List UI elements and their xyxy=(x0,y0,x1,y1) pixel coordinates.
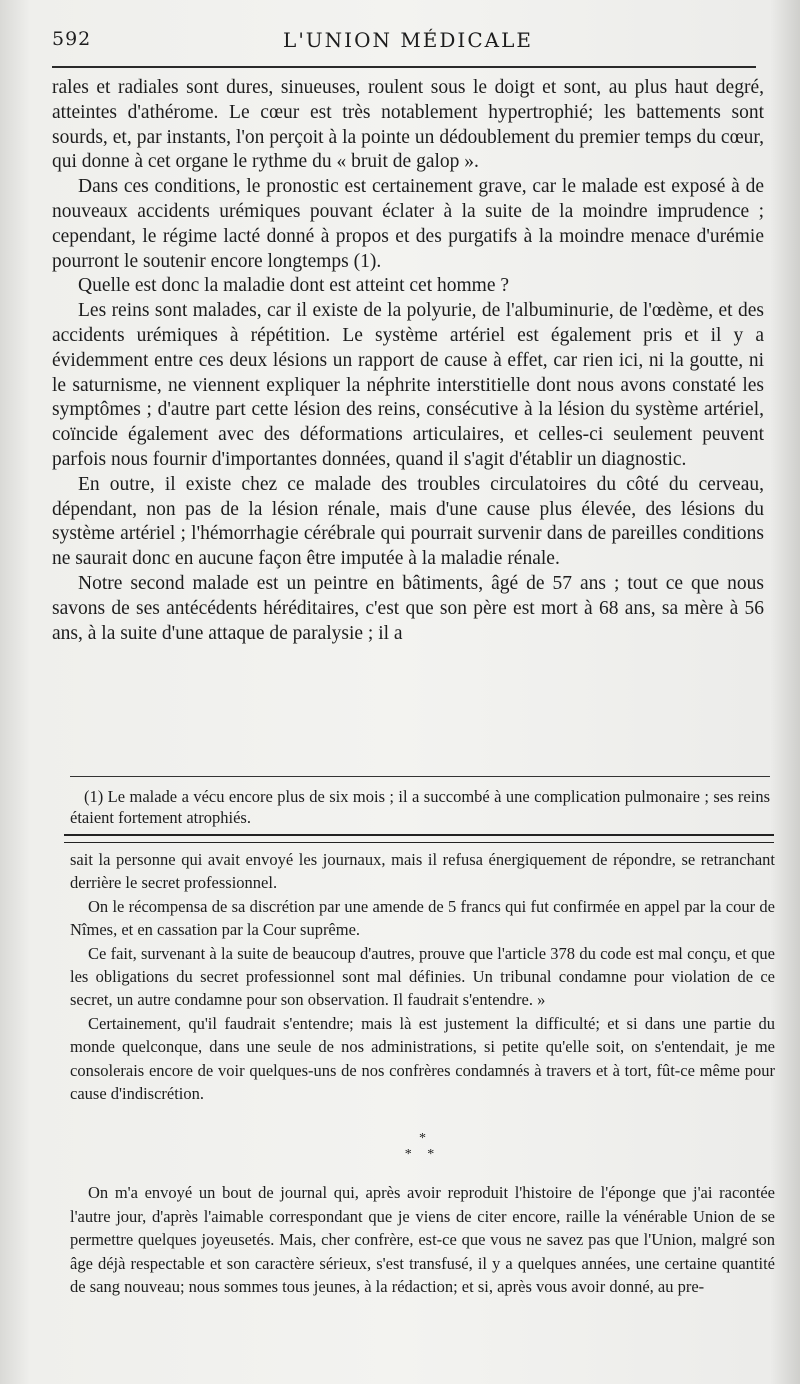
feuilleton-paragraph: On m'a envoyé un bout de journal qui, après avoir reproduit l'histoire de l'éponge que j'ai racontée l'autre jour, d'après l'aimable correspondant que je viens de citer encore, raille la vénérable Union de se permettre quelques joyeusetés. Mais, cher confrère, est-ce que vous ne savez pas que l'Union, malgré son âge déjà respectable et son caractère sérieux, s'est transfusé, il y a quelques années, une certaine quantité de sang nouveau; nous sommes tous jeunes, à la rédaction; et si, après vous avoir donné, au pre- xyxy=(70,1183,775,1297)
body-paragraph: En outre, il existe chez ce malade des troubles circulatoires du côté du cerveau, dépendant, non pas de la lésion rénale, mais d'une cause plus élevée, des lésions du système artériel ; l'hémorrhagie cérébrale qui pourrait survenir dans de pareilles conditions ne saurait donc en aucune façon être imputée à la maladie rénale. xyxy=(52,473,764,570)
body-paragraph: rales et radiales sont dures, sinueuses, roulent sous le doigt et sont, au plus haut degré, atteintes d'athérome. Le cœur est très notablement hypertrophié; les battements sont sourds, et, par instants, l'on perçoit à la pointe un dédoublement du premier temps du cœur, qui donne à cet organe le rythme du « bruit de galop ». xyxy=(52,77,764,173)
feuilleton-paragraph: Ce fait, survenant à la suite de beaucoup d'autres, prouve que l'article 378 du code est mal conçu, et que les obligations du secret professionnel sont mal définies. Un tribunal condamne pour violation de ce secret, un autre condamne pour son observation. Il faudrait s'entendre. » xyxy=(70,943,775,1010)
footnote-rule xyxy=(70,776,770,777)
main-text xyxy=(52,76,764,646)
feuilleton-paragraph: On le récompensa de sa discrétion par une amende de 5 francs qui fut confirmée en appel par la cour de Nîmes, et en cassation par la Cour suprême. xyxy=(70,896,775,940)
body-paragraph: Les reins sont malades, car il existe de la polyurie, de l'albuminurie, de l'œdème, et des accidents urémiques à répétition. Le système artériel est également pris et il y a évidemment entre ces deux lésions un rapport de cause à effet, car rien ici, ni la goutte, ni le saturnisme, ne viennent expliquer la néphrite interstitielle dont nous avons constaté les symptômes ; d'autre part cette lésion des reins, consécutive à la lésion du système artériel, coïncide également avec des déformations articulaires, et celles-ci seulement peuvent parfois nous fournir d'importantes données, quand il s'agit d'établir un diagnostic. xyxy=(52,300,764,470)
footnote xyxy=(70,786,770,828)
body-paragraph: Notre second malade est un peintre en bâtiments, âgé de 57 ans ; tout ce que nous savons de ses antécédents héréditaires, c'est que son père est mort à 68 ans, sa mère à 56 ans, à la suite d'une attaque de paralysie ; il a xyxy=(52,572,764,644)
feuilleton-paragraph: sait la personne qui avait envoyé les journaux, mais il refusa énergiquement de répondre, se retranchant derrière le secret professionnel. xyxy=(70,850,775,893)
body-paragraph: Dans ces conditions, le pronostic est certainement grave, car le malade est exposé à de nouveaux accidents urémiques pouvant éclater à la suite de la moindre imprudence ; cependant, le régime lacté donné à propos et des purgatifs à la moindre menace d'urémie pourront le soutenir encore longtemps (1). xyxy=(52,176,764,272)
asterism-top: * xyxy=(419,1131,426,1147)
running-title: L'UNION MÉDICALE xyxy=(283,28,533,52)
feuilleton-section xyxy=(70,848,775,1299)
header-rule xyxy=(52,66,756,68)
feuilleton-paragraph: Certainement, qu'il faudrait s'entendre; mais là est justement la difficulté; et si dans une partie du monde quelconque, dans une seule de nos administrations, si petite qu'elle soit, on s'entendait, je me consolerais encore de voir quelques-uns de nos confrères condamnés à travers et à tort, fût-ce même pour cause d'indiscrétion. xyxy=(70,1013,775,1104)
body-paragraph: Quelle est donc la maladie dont est atteint cet homme ? xyxy=(78,275,510,297)
footnote-text: (1) Le malade a vécu encore plus de six mois ; il a succombé à une complication pulmonaire ; ses reins étaient fortement atrophiés. xyxy=(70,787,770,827)
asterism-separator xyxy=(70,1131,775,1163)
feuilleton-separator-rule xyxy=(64,834,774,843)
page-header xyxy=(48,22,768,62)
page-number: 592 xyxy=(52,28,92,50)
asterism-bottom: * * xyxy=(404,1147,441,1163)
